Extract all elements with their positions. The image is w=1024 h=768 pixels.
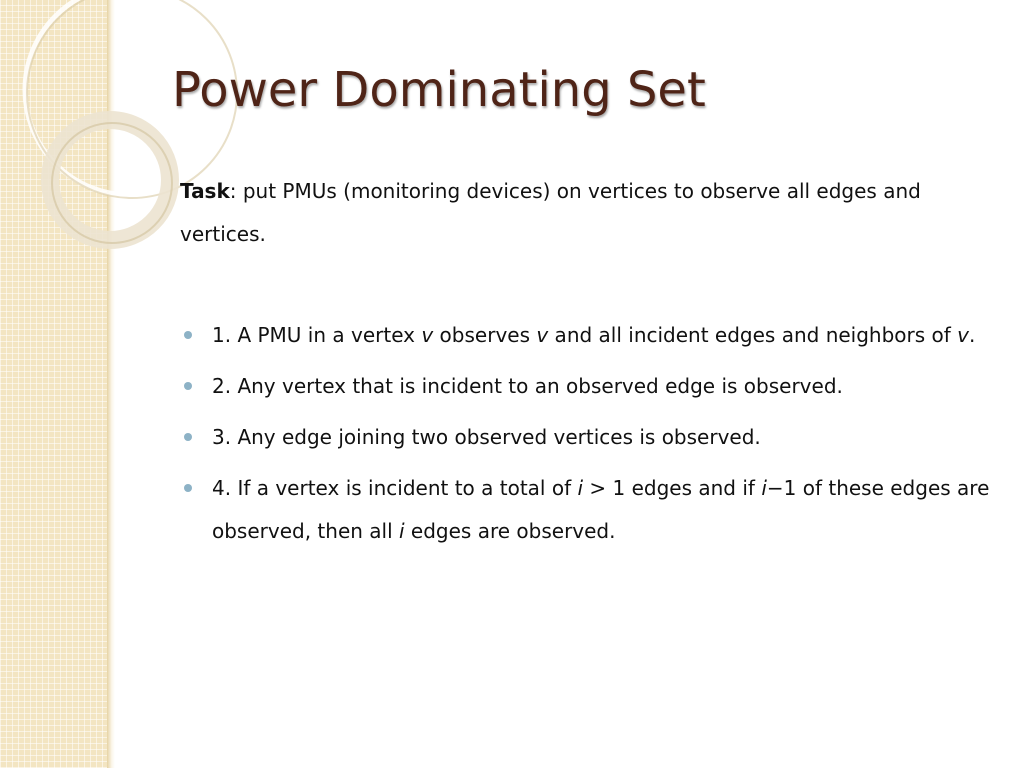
bullet-icon [184,433,192,441]
side-band-edge [107,0,115,768]
bullet-icon [184,382,192,390]
slide-body [180,170,995,561]
decorative-side-band [0,0,112,768]
task-paragraph [180,170,995,256]
bullet-icon [184,484,192,492]
slide-title: Power Dominating Set [172,62,706,118]
task-label: Task [180,179,230,203]
rules-list [180,314,995,553]
list-item: 2. Any vertex that is incident to an observed edge is observed. [180,365,995,408]
bullet-icon [184,331,192,339]
list-item: 1. A PMU in a vertex v observes v and all incident edges and neighbors of v. [180,314,995,357]
list-item: 4. If a vertex is incident to a total of i > 1 edges and if i−1 of these edges are observed, then all i edges are observed. [180,467,995,553]
task-text: : put PMUs (monitoring devices) on vertices to observe all edges and vertices. [180,179,921,246]
list-item: 3. Any edge joining two observed vertices is observed. [180,416,995,459]
